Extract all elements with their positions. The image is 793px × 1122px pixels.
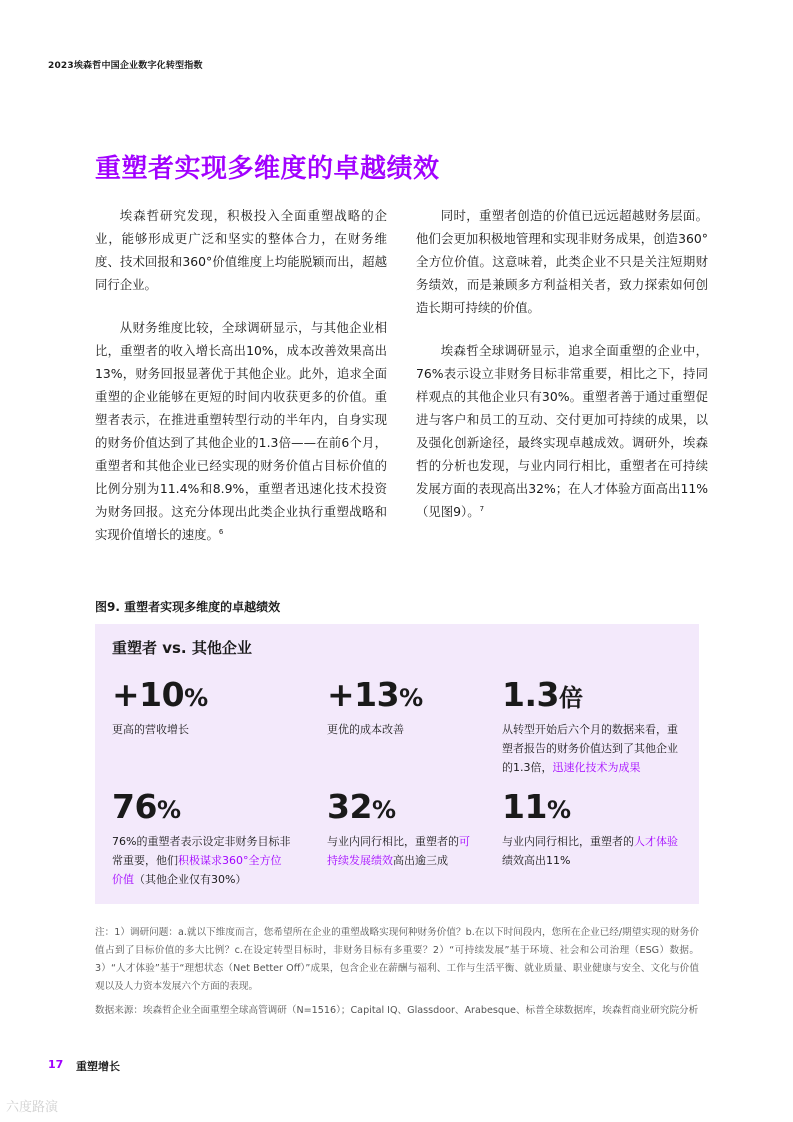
- right-column: [416, 204, 708, 543]
- right-paragraph-2-text: 埃森哲全球调研显示，追求全面重塑的企业中，76%表示设立非财务目标非常重要，相比之下，持同样观点的其他企业只有30%。重塑者善于通过重塑促进与客户和员工的互动、交付更加可持续的成果，以及强化创新途径，最终实现卓越成效。调研外，埃森哲的分析也发现，与业内同行相比，重塑者在可持续发展方面的表现高出32%；在人才体验方面高出11%（见图9）。: [416, 343, 708, 519]
- stat-sustainability: [327, 788, 477, 870]
- stat-desc-text: 更优的成本改善: [327, 723, 404, 736]
- figure-note: 注：1）调研问题：a.就以下维度而言，您希望所在企业的重塑战略实现何种财务价值？b.在以下时间段内，您所在企业已经/期望实现的财务价值占到了目标价值的多大比例？c.在设定转型目标时，非财务目标有多重要？2）“可持续发展”基于环境、社会和公司治理（ESG）数据。3）“人才体验”基于“理想状态（Net Better Off）”成果，包含企业在薪酬与福利、工作与生活平衡、就业质量、职业健康与安全、文化与价值观以及人力资本发展六个方面的表现。: [95, 927, 699, 992]
- stat-description: [112, 720, 292, 739]
- footnote-ref: 7: [479, 504, 485, 513]
- stat-number: 32: [327, 787, 372, 826]
- stat-desc-text-tail: 高出逾三成: [393, 854, 448, 867]
- report-header: 2023埃森哲中国企业数字化转型指数: [48, 61, 203, 71]
- stat-description: [327, 832, 477, 870]
- stat-desc-text: 与业内同行相比，重塑者的: [502, 835, 634, 848]
- left-column: [95, 204, 387, 566]
- left-paragraph-2-text: 从财务维度比较，全球调研显示，与其他企业相比，重塑者的收入增长高出10%，成本改善效果高出13%，财务回报显著优于其他企业。此外，追求全面重塑的企业能够在更短的时间内收获更多的价值。重塑者表示，在推进重塑转型行动的半年内，自身实现的财务价值达到了其他企业的1.3倍——在前6个月，重塑者和其他企业已经实现的财务价值占目标价值的比例分别为11.4%和8.9%，重塑者迅速化技术投资为财务回报。这充分体现出此类企业执行重塑战略和实现价值增长的速度。: [95, 320, 387, 542]
- right-paragraph-1: 同时，重塑者创造的价值已远远超越财务层面。他们会更加积极地管理和实现非财务成果，创造360°全方位价值。这意味着，此类企业不只是关注短期财务绩效，而是兼顾多方利益相关者，致力探索如何创造长期可持续的价值。: [416, 208, 708, 315]
- stat-non-financial-goals: [112, 788, 292, 889]
- stat-unit: 倍: [558, 684, 583, 712]
- figure-title: 图9. 重塑者实现多维度的卓越绩效: [95, 600, 281, 614]
- page-number: 17: [48, 1058, 64, 1071]
- stat-desc-text: 与业内同行相比，重塑者的: [327, 835, 459, 848]
- stat-desc-highlight: 可持续发展绩效: [327, 835, 470, 867]
- stat-desc-text: 76%的重塑者表示设定非财务目标非常重要，他们: [112, 835, 291, 867]
- right-paragraph-2: [416, 339, 708, 523]
- stat-financial-value-multiple: [502, 676, 687, 777]
- stat-unit: %: [399, 684, 423, 712]
- stat-revenue-growth: [112, 676, 292, 739]
- stat-unit: %: [546, 796, 571, 824]
- stat-number: 1.3: [502, 675, 559, 714]
- stat-description: [327, 720, 507, 739]
- stat-desc-text-tail: （其他企业仅有30%）: [134, 873, 247, 886]
- stat-cost-improvement: [327, 676, 507, 739]
- stat-value: [327, 788, 477, 829]
- stat-unit: %: [156, 796, 181, 824]
- data-source: 数据来源：埃森哲企业全面重塑全球高管调研（N=1516）；Capital IQ、Glassdoor、Arabesque、标普全球数据库，埃森哲商业研究院分析: [95, 1005, 699, 1016]
- page-title: 重塑者实现多维度的卓越绩效: [95, 154, 440, 184]
- stat-number: +13: [327, 675, 400, 714]
- stat-desc-text-tail: 绩效高出11%: [502, 854, 571, 867]
- stat-value: [112, 676, 292, 717]
- stat-desc-highlight: 积极谋求360°全方位价值: [112, 854, 282, 886]
- stat-desc-text: 从转型开始后六个月的数据来看，重塑者报告的财务价值达到了其他企业的1.3倍，: [502, 723, 678, 774]
- stat-number: 11: [502, 787, 547, 826]
- stat-desc-highlight: 人才体验: [634, 835, 678, 848]
- figure-heading: 重塑者 vs. 其他企业: [112, 639, 252, 657]
- stat-number: +10: [112, 675, 185, 714]
- stat-value: [327, 676, 507, 717]
- stat-desc-highlight: 迅速化技术为成果: [552, 761, 641, 774]
- stat-unit: %: [184, 684, 208, 712]
- stat-description: [502, 720, 687, 777]
- stat-desc-text: 更高的营收增长: [112, 723, 189, 736]
- stat-description: [112, 832, 292, 889]
- section-name: 重塑增长: [76, 1060, 120, 1073]
- stat-talent-experience: [502, 788, 687, 870]
- watermark: 六度路演: [6, 1100, 59, 1115]
- stat-unit: %: [371, 796, 396, 824]
- stat-value: [502, 788, 687, 829]
- left-paragraph-2: [95, 316, 387, 546]
- footnote-ref: 6: [218, 527, 224, 536]
- stat-value: [112, 788, 292, 829]
- left-paragraph-1: 埃森哲研究发现，积极投入全面重塑战略的企业，能够形成更广泛和坚实的整体合力，在财务维度、技术回报和360°价值维度上均能脱颖而出，超越同行企业。: [95, 208, 387, 292]
- stat-description: [502, 832, 687, 870]
- stat-number: 76: [112, 787, 157, 826]
- stat-value: [502, 676, 687, 717]
